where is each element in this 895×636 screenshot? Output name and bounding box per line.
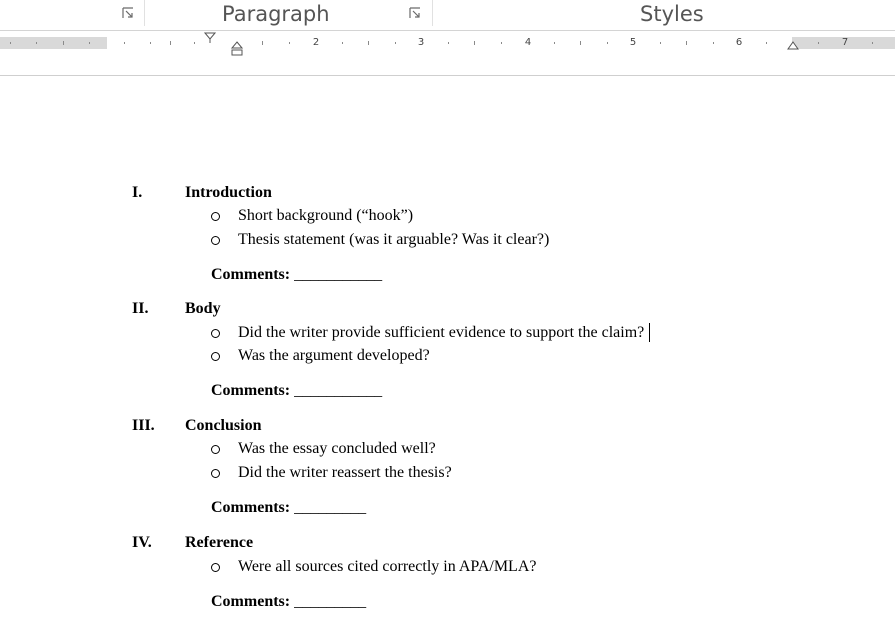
section-numeral: III. [132, 417, 155, 434]
list-item-text: Was the argument developed? [238, 347, 430, 364]
paragraph-dialog-launcher-icon[interactable] [408, 6, 422, 20]
section-title: Introduction [185, 184, 272, 201]
paragraph-group-label: Paragraph [222, 2, 330, 26]
comments-label: Comments: [211, 266, 291, 283]
hollow-bullet-icon [211, 212, 220, 221]
section-numeral: II. [132, 300, 149, 317]
comments-line [211, 498, 366, 518]
font-dialog-launcher-icon[interactable] [121, 6, 135, 20]
list-item-text: Did the writer provide sufficient evidence to support the claim? [238, 324, 645, 341]
section-title: Reference [185, 534, 254, 551]
hollow-bullet-icon [211, 469, 220, 478]
left-margin-shade [0, 37, 107, 49]
hollow-bullet-icon [211, 563, 220, 572]
comments-label: Comments: [211, 593, 291, 610]
hollow-bullet-icon [211, 445, 220, 454]
ruler-number: 2 [312, 37, 320, 48]
comments-blank: _________ [294, 499, 367, 516]
styles-group-label: Styles [640, 2, 704, 26]
group-separator [432, 0, 433, 26]
first-line-indent-icon[interactable] [204, 32, 216, 44]
section-numeral: IV. [132, 534, 152, 551]
comments-blank: ___________ [294, 266, 383, 283]
list-item-text: Were all sources cited correctly in APA/MLA? [238, 558, 537, 575]
comments-line [211, 265, 382, 285]
ribbon-group-labels [0, 0, 895, 31]
ruler-number: 6 [735, 37, 743, 48]
comments-blank: _________ [294, 593, 367, 610]
section-title: Body [185, 300, 221, 317]
comments-label: Comments: [211, 499, 291, 516]
right-indent-icon[interactable] [787, 41, 799, 51]
text-cursor [649, 323, 650, 342]
section-numeral: I. [132, 184, 143, 201]
hollow-bullet-icon [211, 329, 220, 338]
list-item-text: Did the writer reassert the thesis? [238, 464, 452, 481]
ruler-number: 4 [524, 37, 532, 48]
group-separator [144, 0, 145, 26]
ruler-number: 5 [629, 37, 637, 48]
list-item-text: Short background (“hook”) [238, 207, 414, 224]
list-item-text: Was the essay concluded well? [238, 440, 436, 457]
comments-blank: ___________ [294, 382, 383, 399]
comments-line [211, 381, 382, 401]
comments-line [211, 592, 366, 612]
section-title: Conclusion [185, 417, 262, 434]
horizontal-ruler[interactable] [0, 35, 895, 53]
hanging-indent-icon[interactable] [231, 41, 243, 57]
ruler-number: 7 [841, 37, 849, 48]
hollow-bullet-icon [211, 236, 220, 245]
ruler-number: 3 [417, 37, 425, 48]
ruler-graphic [0, 35, 895, 53]
list-item-text: Thesis statement (was it arguable? Was it clear?) [238, 231, 550, 248]
horizontal-ruler-area [0, 31, 895, 76]
document-page[interactable] [0, 76, 895, 636]
comments-label: Comments: [211, 382, 291, 399]
hollow-bullet-icon [211, 352, 220, 361]
